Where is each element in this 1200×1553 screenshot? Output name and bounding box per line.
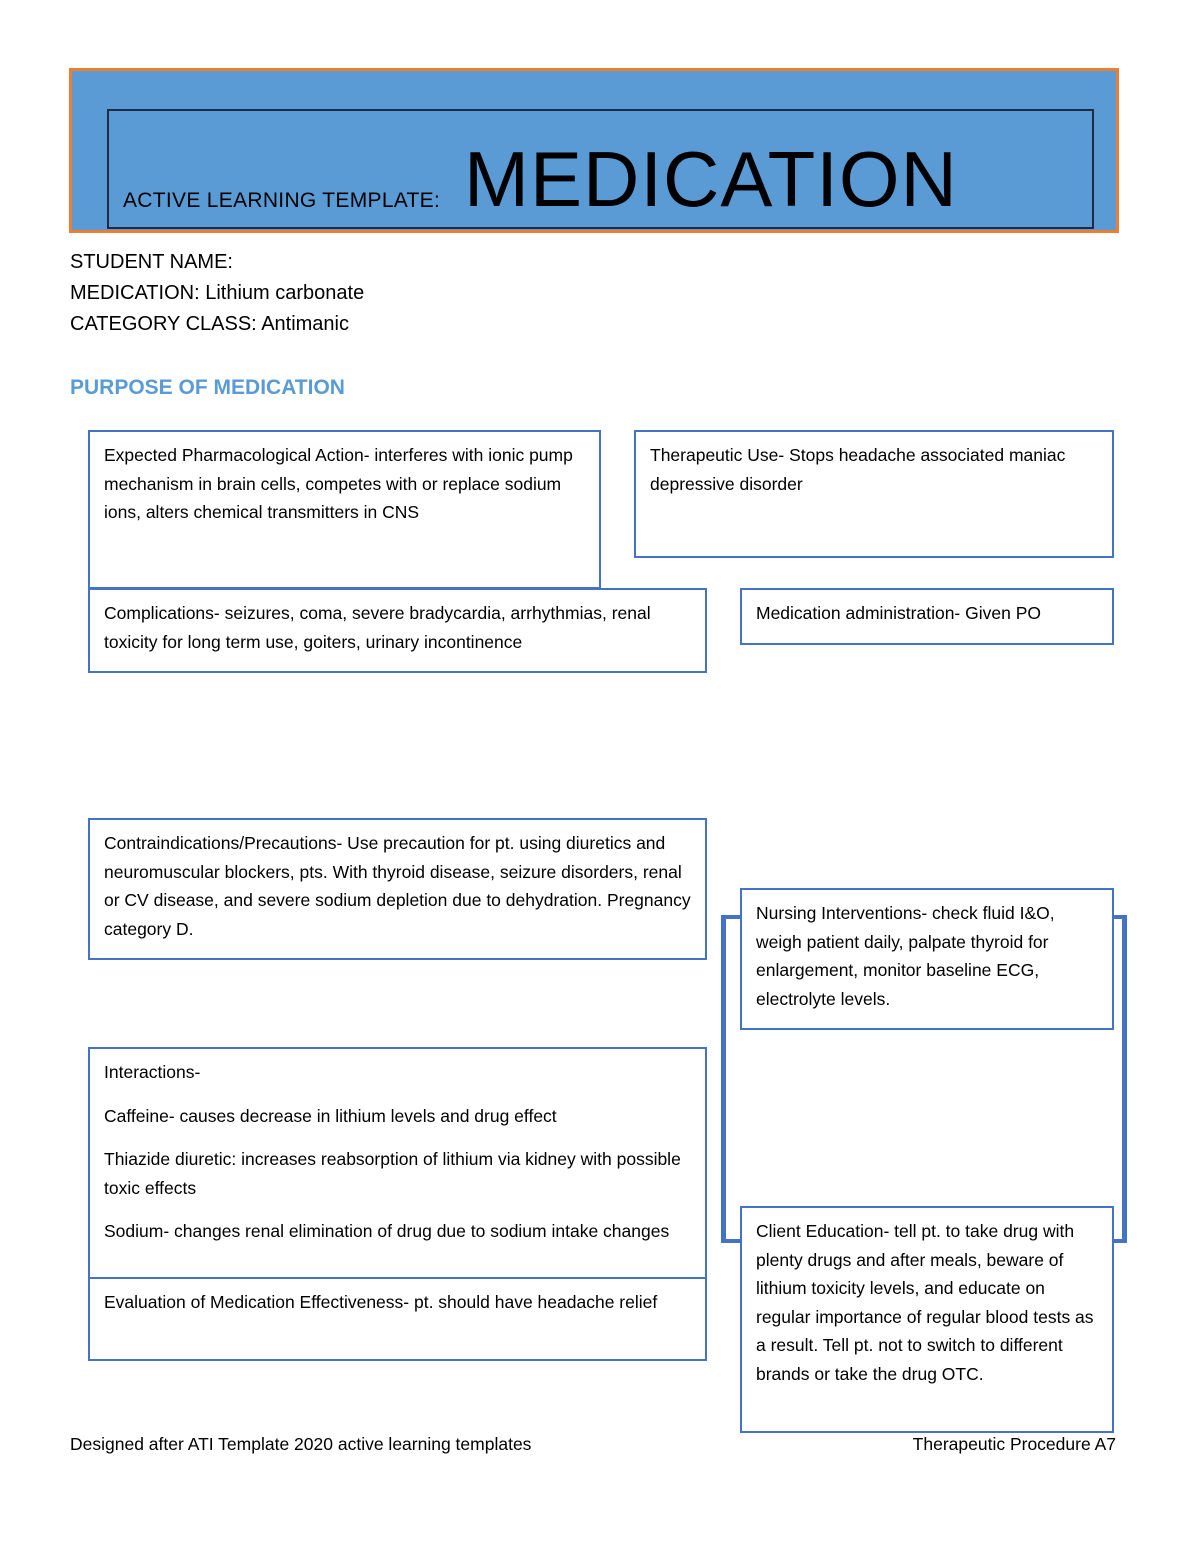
footer-left: Designed after ATI Template 2020 active learning templates (70, 1434, 532, 1454)
page-title: MEDICATION (464, 135, 958, 223)
footer-right: Therapeutic Procedure A7 (912, 1434, 1116, 1454)
purpose-heading: PURPOSE OF MEDICATION (70, 376, 345, 399)
category-label: CATEGORY CLASS: (70, 313, 257, 335)
connector-tick (1112, 1239, 1127, 1243)
medication-administration-text: Medication administration- Given PO (756, 603, 1041, 623)
therapeutic-use-box (634, 430, 1114, 558)
nursing-interventions-box (740, 888, 1114, 1030)
template-label: ACTIVE LEARNING TEMPLATE: (123, 189, 441, 212)
nursing-interventions-text: Nursing Interventions- check fluid I&O, weigh patient daily, palpate thyroid for enlargement, monitor baseline ECG, electrolyte levels. (756, 903, 1055, 1009)
medication-row (70, 282, 364, 305)
interaction-item: Thiazide diuretic: increases reabsorption of lithium via kidney with possible toxic effects (104, 1149, 681, 1198)
student-name-row (70, 251, 233, 274)
evaluation-box (88, 1277, 707, 1361)
contraindications-box (88, 818, 707, 960)
complications-text: Complications- seizures, coma, severe bradycardia, arrhythmias, renal toxicity for long term use, goiters, urinary incontinence (104, 603, 651, 652)
connector-tick (721, 915, 741, 919)
header-inner-frame (107, 109, 1094, 229)
connector-tick (721, 1239, 741, 1243)
medication-administration-box (740, 588, 1114, 645)
student-name-label: STUDENT NAME: (70, 251, 233, 273)
interactions-box (88, 1047, 707, 1279)
connector-tick (1112, 915, 1127, 919)
complications-box (88, 588, 707, 673)
category-row (70, 313, 349, 336)
contraindications-text: Contraindications/Precautions- Use precaution for pt. using diuretics and neuromuscular blockers, pts. With thyroid disease, seizure disorders, renal or CV disease, and severe sodium depletion due to dehydration. Pregnancy category D. (104, 833, 691, 939)
header-banner (69, 68, 1119, 233)
client-education-box (740, 1206, 1114, 1433)
medication-value: Lithium carbonate (205, 282, 365, 304)
client-education-text: Client Education- tell pt. to take drug with plenty drugs and after meals, beware of lithium toxicity levels, and educate on regular importance of regular blood tests as a result. Tell pt. not to switch to different brands or take the drug OTC. (756, 1221, 1094, 1384)
medication-label: MEDICATION: (70, 282, 200, 304)
interaction-item: Caffeine- causes decrease in lithium levels and drug effect (104, 1105, 557, 1126)
pharmacological-action-box (88, 430, 601, 589)
therapeutic-use-text: Therapeutic Use- Stops headache associated maniac depressive disorder (650, 445, 1066, 494)
interaction-item: Sodium- changes renal elimination of drug due to sodium intake changes (104, 1221, 670, 1241)
evaluation-text: Evaluation of Medication Effectiveness- pt. should have headache relief (104, 1292, 658, 1312)
pharmacological-action-text: Expected Pharmacological Action- interferes with ionic pump mechanism in brain cells, competes with or replace sodium ions, alters chemical transmitters in CNS (104, 445, 573, 522)
category-value: Antimanic (261, 313, 349, 335)
interactions-heading: Interactions- (104, 1062, 201, 1082)
